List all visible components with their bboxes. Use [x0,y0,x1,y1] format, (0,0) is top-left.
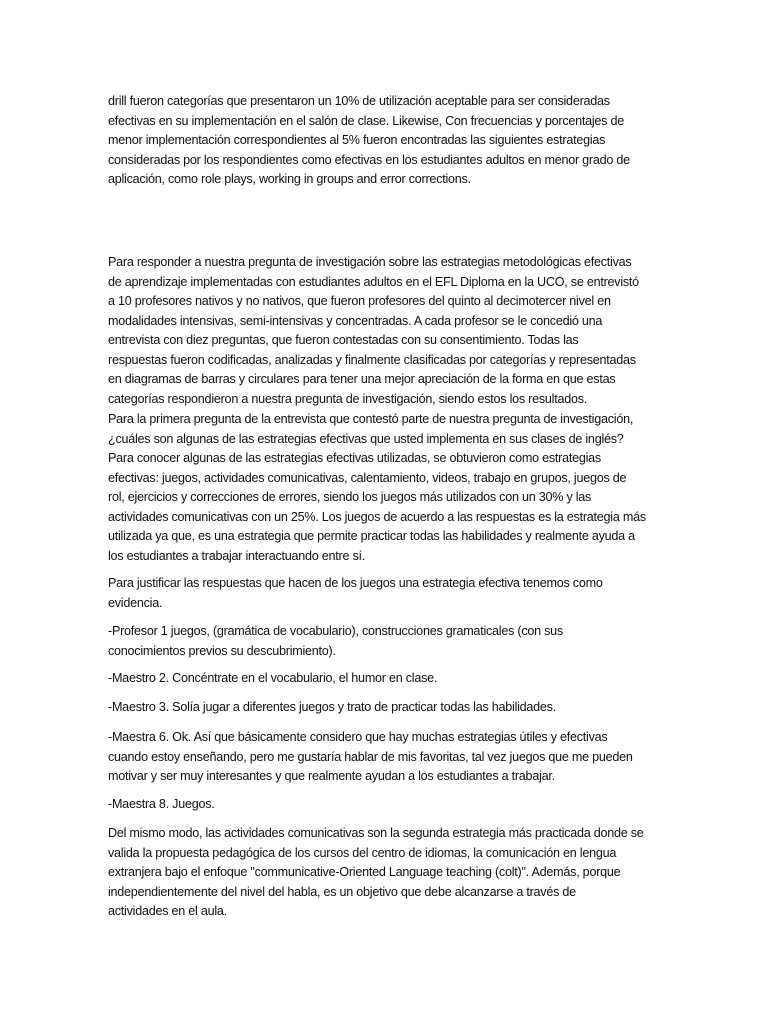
text-line: Para justificar las respuestas que hacen de los juegos una estrategia efectiva tenemos como [108,576,603,590]
text-line: utilizada ya que, es una estrategia que permite practicar todas las habilidades y realmente ayuda a [108,529,635,543]
text-line: categorías respondieron a nuestra pregunta de investigación, siendo estos los resultados. [108,391,588,406]
text-line: en diagramas de barras y circulares para tener una mejor apreciación de la forma en que estas [108,372,616,386]
text-line: rol, ejercicios y correcciones de errores, siendo los juegos más utilizados con un 30% y las [108,490,592,504]
text-line: Del mismo modo, las actividades comunicativas son la segunda estrategia más practicada donde se [108,826,644,840]
paragraph [108,574,708,613]
text-line: aplicación, como role plays, working in groups and error corrections. [108,172,471,186]
text-line: de aprendizaje implementadas con estudiantes adultos en el EFL Diploma en la UCO, se entrevistó [108,274,639,289]
text-line: -Maestro 3. Solía jugar a diferentes juegos y trato de practicar todas las habilidades. [108,700,556,714]
text-line: menor implementación correspondientes al 5% fueron encontradas las siguientes estrategias [108,133,606,147]
text-line: -Profesor 1 juegos, (gramática de vocabulario), construcciones gramaticales (con sus [108,624,563,638]
text-line: motivar y ser muy interesantes y que realmente ayudan a los estudiantes a trabajar. [108,769,555,783]
paragraph [108,698,708,718]
text-line: actividades en el aula. [108,904,227,918]
paragraph [108,253,708,409]
text-line: conocimientos previos su descubrimiento). [108,643,336,658]
text-line: efectivas: juegos, actividades comunicativas, calentamiento, videos, trabajo en grupos, juegos de [108,470,627,485]
text-line: -Maestra 8. Juegos. [108,797,215,811]
paragraph [108,795,708,815]
paragraph [108,622,708,661]
text-line: los estudiantes a trabajar interactuando entre sí. [108,548,366,563]
text-line: actividades comunicativas con un 25%. Los juegos de acuerdo a las respuestas es la estrategia más [108,509,646,524]
text-line: Para la primera pregunta de la entrevista que contestó parte de nuestra pregunta de investigación, [108,412,634,426]
paragraph [108,410,708,566]
paragraph [108,824,708,922]
text-line: modalidades intensivas, semi-intensivas y concentradas. A cada profesor se le concedió una [108,313,603,328]
text-line: cuando estoy enseñando, pero me gustaría hablar de mis favoritas, tal vez juegos que me pueden [108,749,633,764]
text-line: drill fueron categorías que presentaron un 10% de utilización aceptable para ser consideradas [108,94,610,108]
text-line: independientemente del nivel del habla, es un objetivo que debe alcanzarse a través de [108,884,576,899]
text-line: extranjera bajo el enfoque "communicative-Oriented Language teaching (colt)". Además, porque [108,865,621,879]
text-line: Para responder a nuestra pregunta de investigación sobre las estrategias metodológicas efectivas [108,255,632,269]
text-line: ¿cuáles son algunas de las estrategias efectivas que usted implementa en sus clases de inglés? [108,431,624,446]
text-line: -Maestra 6. Ok. Así que básicamente considero que hay muchas estrategias útiles y efectivas [108,730,608,744]
text-line: entrevista con diez preguntas, que fueron contestadas con su consentimiento. Todas las [108,333,579,347]
text-line: respuestas fueron codificadas, analizadas y finalmente clasificadas por categorías y representadas [108,352,636,367]
text-line: valida la propuesta pedagógica de los cursos del centro de idiomas, la comunicación en lengua [108,845,617,860]
text-line: -Maestro 2. Concéntrate en el vocabulario, el humor en clase. [108,671,438,685]
text-line: consideradas por los respondientes como efectivas en los estudiantes adultos en menor grado de [108,152,630,167]
text-line: Para conocer algunas de las estrategias efectivas utilizadas, se obtuvieron como estrategias [108,451,601,465]
text-line: efectivas en su implementación en el salón de clase. Likewise, Con frecuencias y porcentajes de [108,113,624,128]
text-line: evidencia. [108,595,163,610]
paragraph [108,669,708,689]
text-line: a 10 profesores nativos y no nativos, que fueron profesores del quinto al decimotercer nivel en [108,294,611,308]
paragraph [108,92,708,190]
paragraph [108,728,708,787]
